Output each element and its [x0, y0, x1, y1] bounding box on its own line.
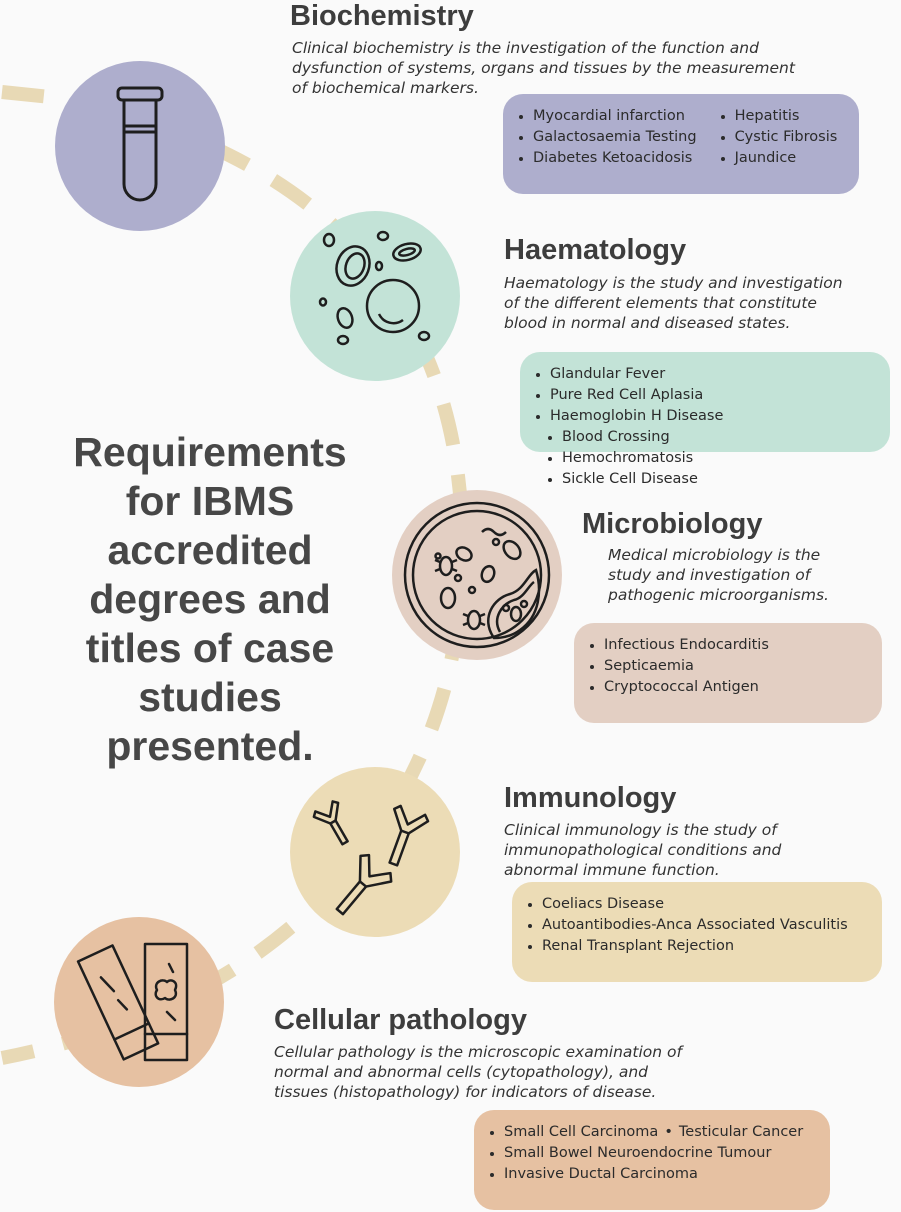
- immunology-description: Clinical immunology is the study of immunopathological conditions and abnormal immune function.: [504, 821, 782, 879]
- haematology-case-list: [520, 352, 890, 487]
- immunology-case-list: [512, 882, 882, 982]
- test-tube-icon: [110, 86, 170, 206]
- haematology-circle: [290, 211, 460, 381]
- list-item: [488, 1122, 803, 1143]
- bullet-separator: •: [664, 1124, 673, 1140]
- list-item-text: Testicular Cancer: [678, 1124, 804, 1140]
- antibodies-icon: [315, 792, 435, 912]
- list-item: Cystic Fibrosis: [719, 127, 838, 148]
- list-item-text: Small Cell Carcinoma: [504, 1124, 659, 1140]
- biochemistry-case-list: [503, 94, 859, 194]
- immunology-heading: Immunology: [504, 782, 677, 814]
- list-item: Hemochromatosis: [546, 448, 698, 469]
- list-item: Blood Crossing: [546, 427, 698, 448]
- list-item: Infectious Endocarditis: [588, 635, 769, 656]
- page-title: Requirements for IBMS accredited degrees and titles of case studies presented.: [73, 429, 347, 769]
- cellular-pathology-case-list: [474, 1110, 830, 1210]
- cellular-pathology-circle: [54, 917, 224, 1087]
- list-item: Diabetes Ketoacidosis: [517, 148, 697, 169]
- list-item: Jaundice: [719, 148, 838, 169]
- list-item: Invasive Ductal Carcinoma: [488, 1164, 803, 1185]
- biochemistry-description: Clinical biochemistry is the investigation of the function and dysfunction of systems, organs and tissues by the measurement of biochemical markers.: [292, 39, 795, 97]
- immunology-circle: [290, 767, 460, 937]
- list-item: Pure Red Cell Aplasia: [534, 385, 723, 406]
- list-item: Sickle Cell Disease: [546, 469, 698, 490]
- list-item: Septicaemia: [588, 656, 769, 677]
- microbiology-heading: Microbiology: [582, 508, 763, 540]
- microbiology-circle: [392, 490, 562, 660]
- petri-dish-icon: [402, 500, 552, 650]
- list-item: Glandular Fever: [534, 364, 723, 385]
- list-item: Hepatitis: [719, 106, 838, 127]
- list-item: Autoantibodies-Anca Associated Vasculitis: [526, 915, 848, 936]
- microscope-slides-icon: [79, 942, 199, 1062]
- list-item: Renal Transplant Rejection: [526, 936, 848, 957]
- list-item: Haemoglobin H Disease: [534, 406, 723, 427]
- biochemistry-heading: Biochemistry: [290, 0, 474, 32]
- blood-cells-icon: [315, 236, 435, 356]
- list-item: Myocardial infarction: [517, 106, 697, 127]
- list-item: Coeliacs Disease: [526, 894, 848, 915]
- cellular-pathology-heading: Cellular pathology: [274, 1004, 527, 1036]
- list-item: Cryptococcal Antigen: [588, 677, 769, 698]
- microbiology-description: Medical microbiology is the study and investigation of pathogenic microorganisms.: [608, 546, 829, 604]
- list-item: Small Bowel Neuroendocrine Tumour: [488, 1143, 803, 1164]
- biochemistry-circle: [55, 61, 225, 231]
- cellular-pathology-description: Cellular pathology is the microscopic examination of normal and abnormal cells (cytopathology), and tissues (histopathology) for indicators of disease.: [274, 1043, 682, 1101]
- haematology-heading: Haematology: [504, 234, 687, 266]
- microbiology-case-list: [574, 623, 882, 723]
- haematology-description: Haematology is the study and investigation of the different elements that constitute blood in normal and diseased states.: [504, 274, 843, 332]
- list-item: Galactosaemia Testing: [517, 127, 697, 148]
